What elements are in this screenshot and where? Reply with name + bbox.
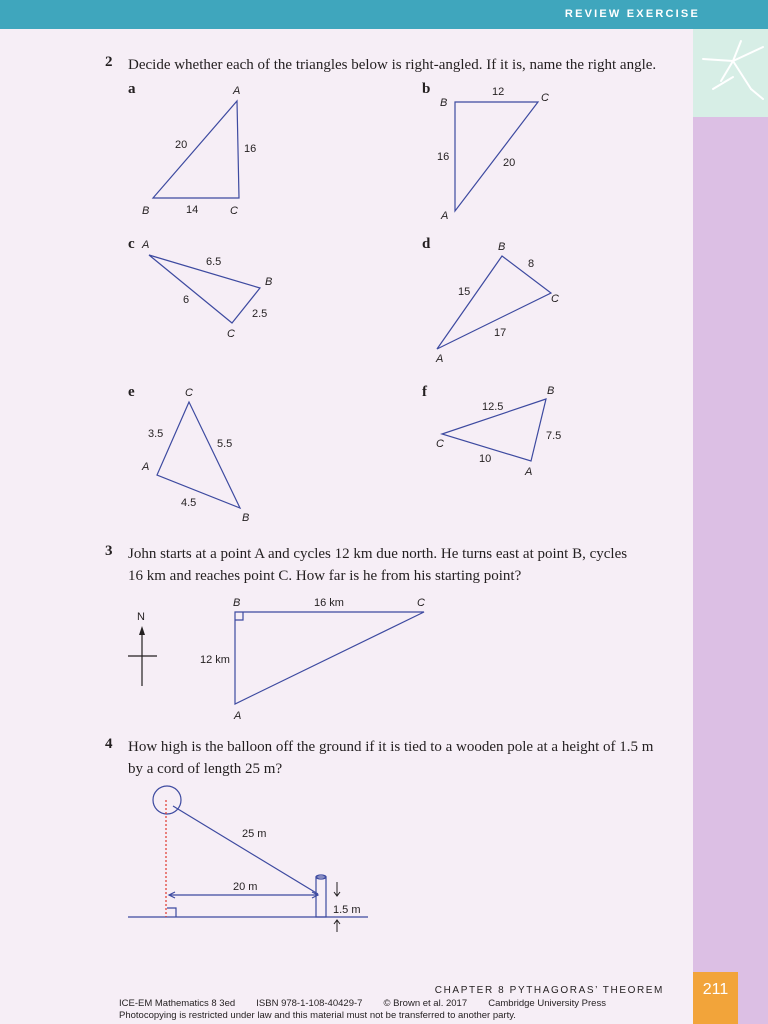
tri-d-vertex-2: C: [551, 293, 559, 305]
tri-a-vertex-3: C: [230, 205, 238, 217]
tri-c-side-3: 2.5: [252, 308, 268, 320]
tri-d-vertex-3: A: [436, 353, 444, 365]
tri-d-vertex-1: B: [498, 241, 506, 253]
tri-a-side-1: 20: [175, 139, 188, 151]
journey-east-distance: 16 km: [314, 597, 344, 609]
tri-e-side-2: 5.5: [217, 438, 233, 450]
right-angle-marker: [235, 612, 243, 620]
tri-e-side-1: 3.5: [148, 428, 164, 440]
tri-b-vertex-3: A: [441, 210, 449, 222]
tri-d-side-3: 17: [494, 327, 507, 339]
journey-point-c: C: [417, 597, 425, 609]
part-a-label: a: [128, 81, 136, 97]
question-2-text: Decide whether each of the triangles below is right-angled. If it is, name the right angle.: [128, 57, 657, 73]
tri-c-side-1: 6.5: [206, 256, 222, 268]
triangle-c: [149, 255, 260, 323]
footer-copyright: Photocopying is restricted under law and this material must not be transferred to another party.: [119, 1010, 516, 1021]
part-d-label: d: [422, 236, 431, 252]
journey-north-distance: 12 km: [200, 654, 230, 666]
tri-e-vertex-3: B: [242, 512, 250, 524]
tri-e-vertex-1: C: [185, 387, 193, 399]
tri-b-vertex-2: C: [541, 92, 549, 104]
tri-f-vertex-2: C: [436, 438, 444, 450]
balloon-icon: [153, 786, 181, 814]
footer-citation: ICE-EM Mathematics 8 3ed ISBN 978-1-108-40429-7 © Brown et al. 2017 Cambridge University Press: [119, 998, 606, 1009]
part-e-label: e: [128, 384, 135, 400]
tri-c-side-2: 6: [183, 294, 190, 306]
tri-c-vertex-3: C: [227, 328, 235, 340]
tri-b-side-3: 20: [503, 157, 516, 169]
tri-f-side-3: 10: [479, 453, 492, 465]
page-number: 211: [702, 981, 729, 998]
page-number-tab: [693, 972, 738, 1024]
part-c-label: c: [128, 236, 135, 252]
tri-c-vertex-2: B: [265, 276, 273, 288]
compass-north-label: N: [137, 611, 145, 623]
tri-a-side-3: 14: [186, 204, 199, 216]
tri-f-side-2: 7.5: [546, 430, 562, 442]
question-4-number: 4: [105, 736, 113, 752]
journey-point-a: A: [234, 710, 242, 722]
tri-a-side-2: 16: [244, 143, 257, 155]
journey-triangle: [235, 612, 424, 704]
tri-e-vertex-2: A: [142, 461, 150, 473]
part-f-label: f: [422, 384, 427, 400]
distance-label: 20 m: [233, 881, 258, 893]
tri-b-side-2: 16: [437, 151, 450, 163]
question-2-number: 2: [105, 54, 113, 70]
tri-e-side-3: 4.5: [181, 497, 197, 509]
ground-right-angle: [167, 908, 176, 917]
wooden-pole: [316, 877, 326, 917]
tri-b-vertex-1: B: [440, 97, 448, 109]
part-b-label: b: [422, 81, 431, 97]
tri-c-vertex-1: A: [142, 239, 150, 251]
triangle-b: [455, 102, 538, 211]
tri-f-vertex-1: B: [547, 385, 555, 397]
cord-length-label: 25 m: [242, 828, 267, 840]
tri-f-vertex-3: A: [525, 466, 533, 478]
header-title: REVIEW EXERCISE: [564, 8, 700, 20]
tri-b-side-1: 12: [492, 86, 505, 98]
pole-height-label: 1.5 m: [333, 904, 361, 916]
question-3-number: 3: [105, 543, 113, 559]
triangle-a: [153, 101, 239, 198]
footer-chapter: CHAPTER 8 PYTHAGORAS’ THEOREM: [434, 985, 664, 996]
question-3-line-1: John starts at a point A and cycles 12 km due north. He turns east at point B, cycles: [128, 546, 628, 562]
triangle-e: [157, 402, 240, 508]
north-arrow-icon: [139, 626, 145, 635]
tri-d-side-2: 15: [458, 286, 471, 298]
question-4-line-1: How high is the balloon off the ground if it is tied to a wooden pole at a height of 1.5 m: [128, 739, 654, 755]
tri-d-side-1: 8: [528, 258, 535, 270]
tri-a-vertex-1: A: [233, 85, 241, 97]
tri-f-side-1: 12.5: [482, 401, 504, 413]
question-3-line-2: 16 km and reaches point C. How far is he from his starting point?: [128, 568, 522, 584]
question-4-line-2: by a cord of length 25 m?: [128, 761, 283, 777]
journey-point-b: B: [233, 597, 241, 609]
tri-a-vertex-2: B: [142, 205, 150, 217]
